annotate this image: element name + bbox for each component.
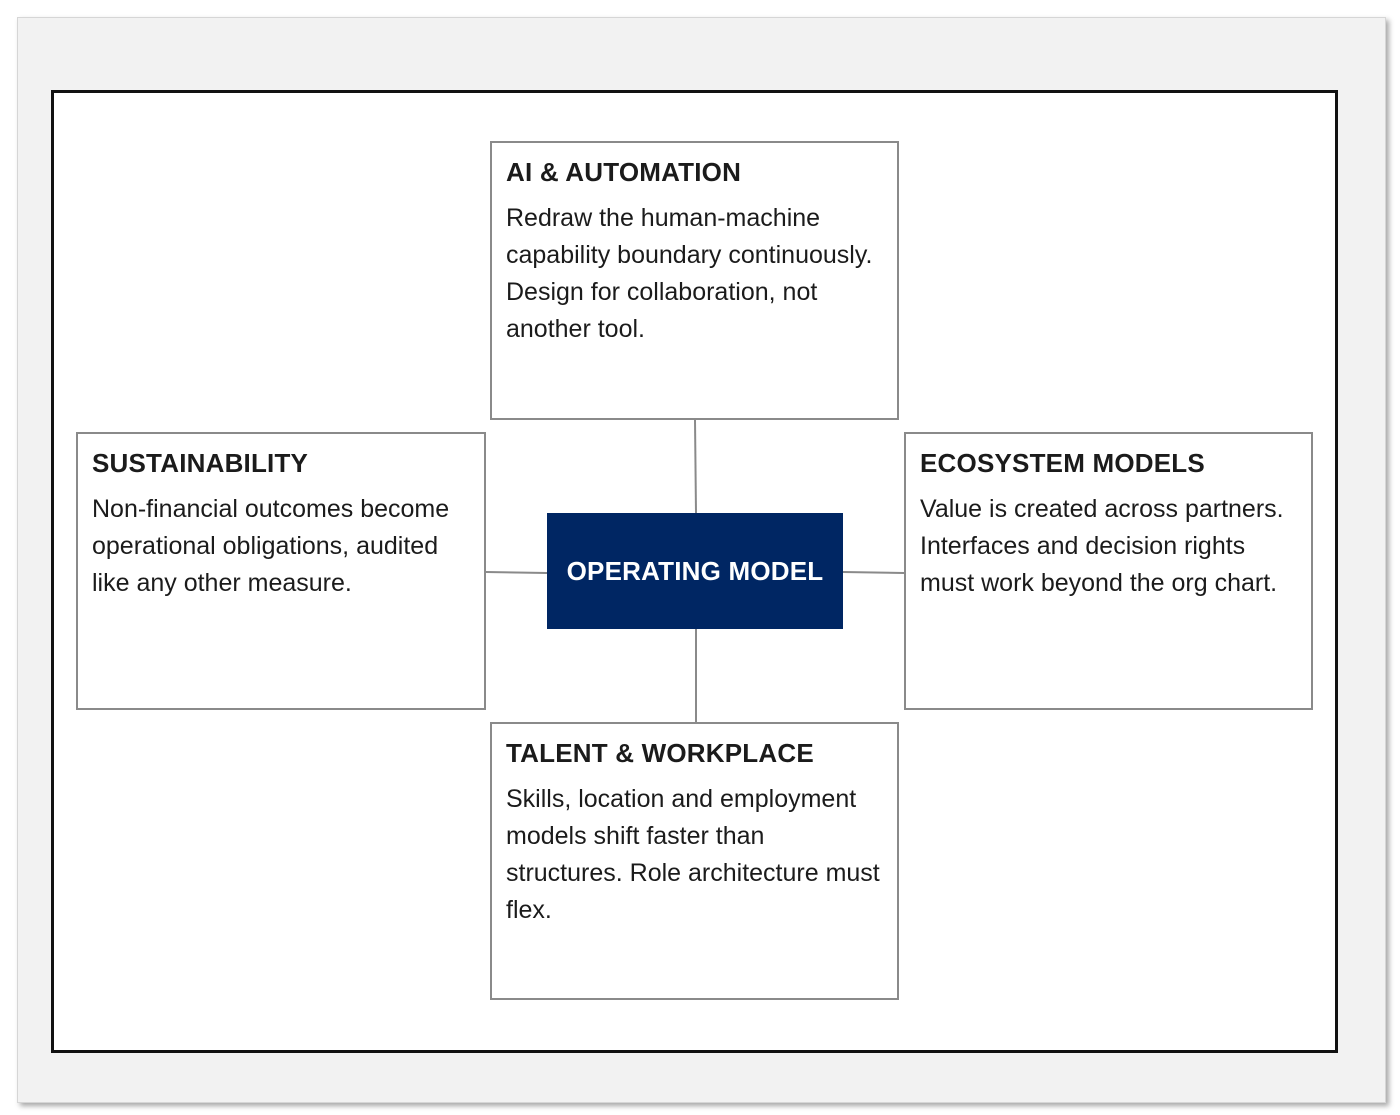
ai-automation-description: Redraw the human-machine capability boundary continuously. Design for collaboration, not another tool.	[506, 204, 873, 343]
operating-model-hub	[547, 513, 843, 629]
ecosystem-models-title: ECOSYSTEM MODELS	[920, 448, 1205, 478]
operating-model-label: OPERATING MODEL	[566, 555, 824, 586]
talent-workplace-box	[490, 722, 899, 1000]
sustainability-description: Non-financial outcomes become operational obligations, audited like any other measure.	[92, 495, 450, 597]
talent-workplace-description: Skills, location and employment models shift faster than structures. Role architecture must flex.	[506, 785, 880, 924]
ai-automation-box	[490, 141, 899, 420]
ecosystem-models-description: Value is created across partners. Interfaces and decision rights must work beyond the org chart.	[920, 495, 1284, 597]
ecosystem-models-box	[904, 432, 1313, 710]
ai-automation-title: AI & AUTOMATION	[506, 157, 742, 187]
sustainability-title: SUSTAINABILITY	[92, 448, 309, 478]
talent-workplace-title: TALENT & WORKPLACE	[506, 738, 814, 768]
sustainability-box	[76, 432, 486, 710]
